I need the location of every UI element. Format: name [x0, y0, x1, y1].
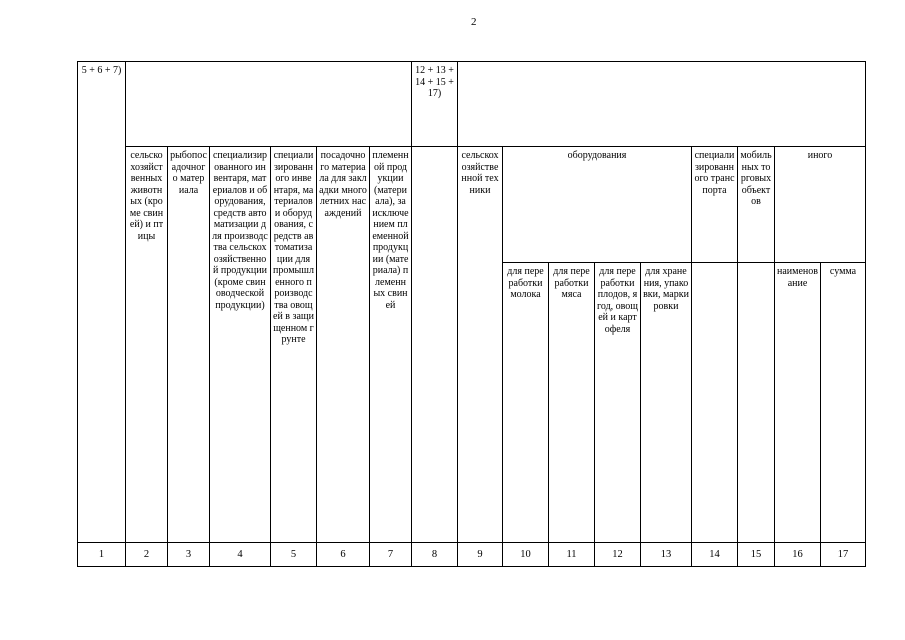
header-col15-empty [738, 263, 775, 543]
col-number: 4 [210, 543, 271, 567]
col-number: 10 [503, 543, 549, 567]
column-numbers-row [78, 543, 866, 567]
header-mobile-trade: мобильных торговых объектов [738, 147, 775, 263]
col-number: 13 [641, 543, 692, 567]
header-name: наименование [775, 263, 821, 543]
report-table [77, 61, 866, 567]
header-specialized-inventory: специализированного инвентаря, материалов и оборудования, средств автоматизации для производства сельскохозяйственной продукции (кроме свиноводческой продукции) [210, 147, 271, 543]
col-number: 5 [271, 543, 317, 567]
header-produce-processing: для переработки плодов, ягод, овощей и картофеля [595, 263, 641, 543]
sum-5-7-cell: 5 + 6 + 7) [78, 62, 126, 147]
header-sum: сумма [821, 263, 866, 543]
empty-header-9-17 [458, 62, 866, 147]
col-number: 16 [775, 543, 821, 567]
header-planting-material: посадочного материала для закладки многолетних насаждений [317, 147, 370, 543]
header-storage-packing: для хранения, упаковки, маркировки [641, 263, 692, 543]
header-milk-processing: для переработки молока [503, 263, 549, 543]
header-special-transport: специализированного транспорта [692, 147, 738, 263]
header-agri-machinery: сельскохозяйственной техники [458, 147, 503, 543]
col-number: 2 [126, 543, 168, 567]
page-number: 2 [471, 16, 477, 28]
col-number: 17 [821, 543, 866, 567]
col-number: 9 [458, 543, 503, 567]
header-greenhouse-inventory: специализированного инвентаря, материалов и оборудования, средств автоматизации для промышленного производства овощей в защищенном грунте [271, 147, 317, 543]
col-number: 11 [549, 543, 595, 567]
header-livestock-cont [126, 263, 168, 543]
header-livestock: сельскохозяйственных животных (кроме свиней) и птицы [126, 147, 168, 263]
col-number: 7 [370, 543, 412, 567]
col-number: 3 [168, 543, 210, 567]
header-col8-empty [412, 147, 458, 543]
header-meat-processing: для переработки мяса [549, 263, 595, 543]
col-number: 8 [412, 543, 458, 567]
header-breeding-products: племенной продукции (материала), за исключением племенной продукции (материала) племенных свиней [370, 147, 412, 543]
header-equipment: оборудования [503, 147, 692, 263]
col1-header-cell [78, 147, 126, 543]
sum-12-17-cell: 12 + 13 + 14 + 15 + 17) [412, 62, 458, 147]
col-number: 6 [317, 543, 370, 567]
header-col14-empty [692, 263, 738, 543]
col-number: 1 [78, 543, 126, 567]
empty-header-2-7 [126, 62, 412, 147]
col-number: 14 [692, 543, 738, 567]
header-other: иного [775, 147, 866, 263]
col-number: 15 [738, 543, 775, 567]
header-fish-stock: рыбопосадочного материала [168, 147, 210, 543]
col-number: 12 [595, 543, 641, 567]
